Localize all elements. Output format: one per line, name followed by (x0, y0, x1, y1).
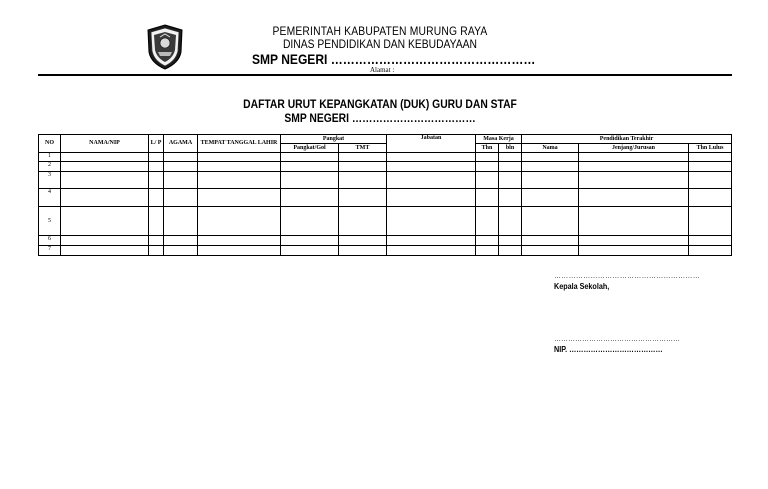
col-masa-kerja: Masa Kerja (476, 135, 522, 144)
table-row (39, 246, 732, 256)
signature-title: Kepala Sekolah, (554, 282, 610, 291)
col-jabatan: Jabatan (387, 135, 476, 153)
col-no: NO (39, 135, 61, 153)
row-number: 7 (39, 246, 61, 256)
col-nama: Nama (522, 144, 579, 153)
table-row (39, 162, 732, 172)
header-government: PEMERINTAH KABUPATEN MURUNG RAYA (272, 24, 488, 38)
row-number: 6 (39, 236, 61, 246)
table-row (39, 153, 732, 162)
kabupaten-emblem-icon (146, 24, 184, 70)
col-tempat-tanggal-lahir: TEMPAT TANGGAL LAHIR (198, 135, 281, 153)
col-bln: bln (499, 144, 522, 153)
header-department: DINAS PENDIDIKAN DAN KEBUDAYAAN (282, 37, 478, 51)
signature-name-line: ……………………………………………… (554, 336, 680, 343)
col-thn-lulus: Thn Lulus (689, 144, 732, 153)
document-subtitle: SMP NEGERI ……………………………… (284, 111, 476, 125)
row-number: 1 (39, 153, 61, 162)
signature-place-date: …………………………………………………… (554, 273, 700, 280)
col-pendidikan-terakhir: Pendidikan Terakhir (522, 135, 732, 144)
col-thn: Thn (476, 144, 499, 153)
col-pangkat-gol: Pangkat/Gol (281, 144, 339, 153)
row-number: 5 (39, 207, 61, 236)
col-pangkat: Pangkat (281, 135, 387, 144)
header-divider (38, 74, 732, 76)
col-jenjang-jurusan: Jenjang/Jurusan (579, 144, 689, 153)
col-agama: AGAMA (164, 135, 198, 153)
table-row (39, 207, 732, 236)
table-header-row (39, 135, 732, 144)
header-address: Alamat : (370, 66, 395, 74)
row-number: 4 (39, 189, 61, 207)
col-tmt: TMT (339, 144, 387, 153)
signature-nip: NIP. ………………………………… (554, 345, 663, 354)
row-number: 2 (39, 162, 61, 172)
table-row (39, 172, 732, 189)
row-number: 3 (39, 172, 61, 189)
col-lp: L/ P (149, 135, 164, 153)
table-row (39, 189, 732, 207)
document-title: DAFTAR URUT KEPANGKATAN (DUK) GURU DAN STAF (243, 97, 517, 111)
duk-table (38, 134, 732, 256)
header-school: SMP NEGERI …………………………………………… (252, 51, 536, 67)
col-nama-nip: NAMA/NIP (61, 135, 149, 153)
table-row (39, 236, 732, 246)
